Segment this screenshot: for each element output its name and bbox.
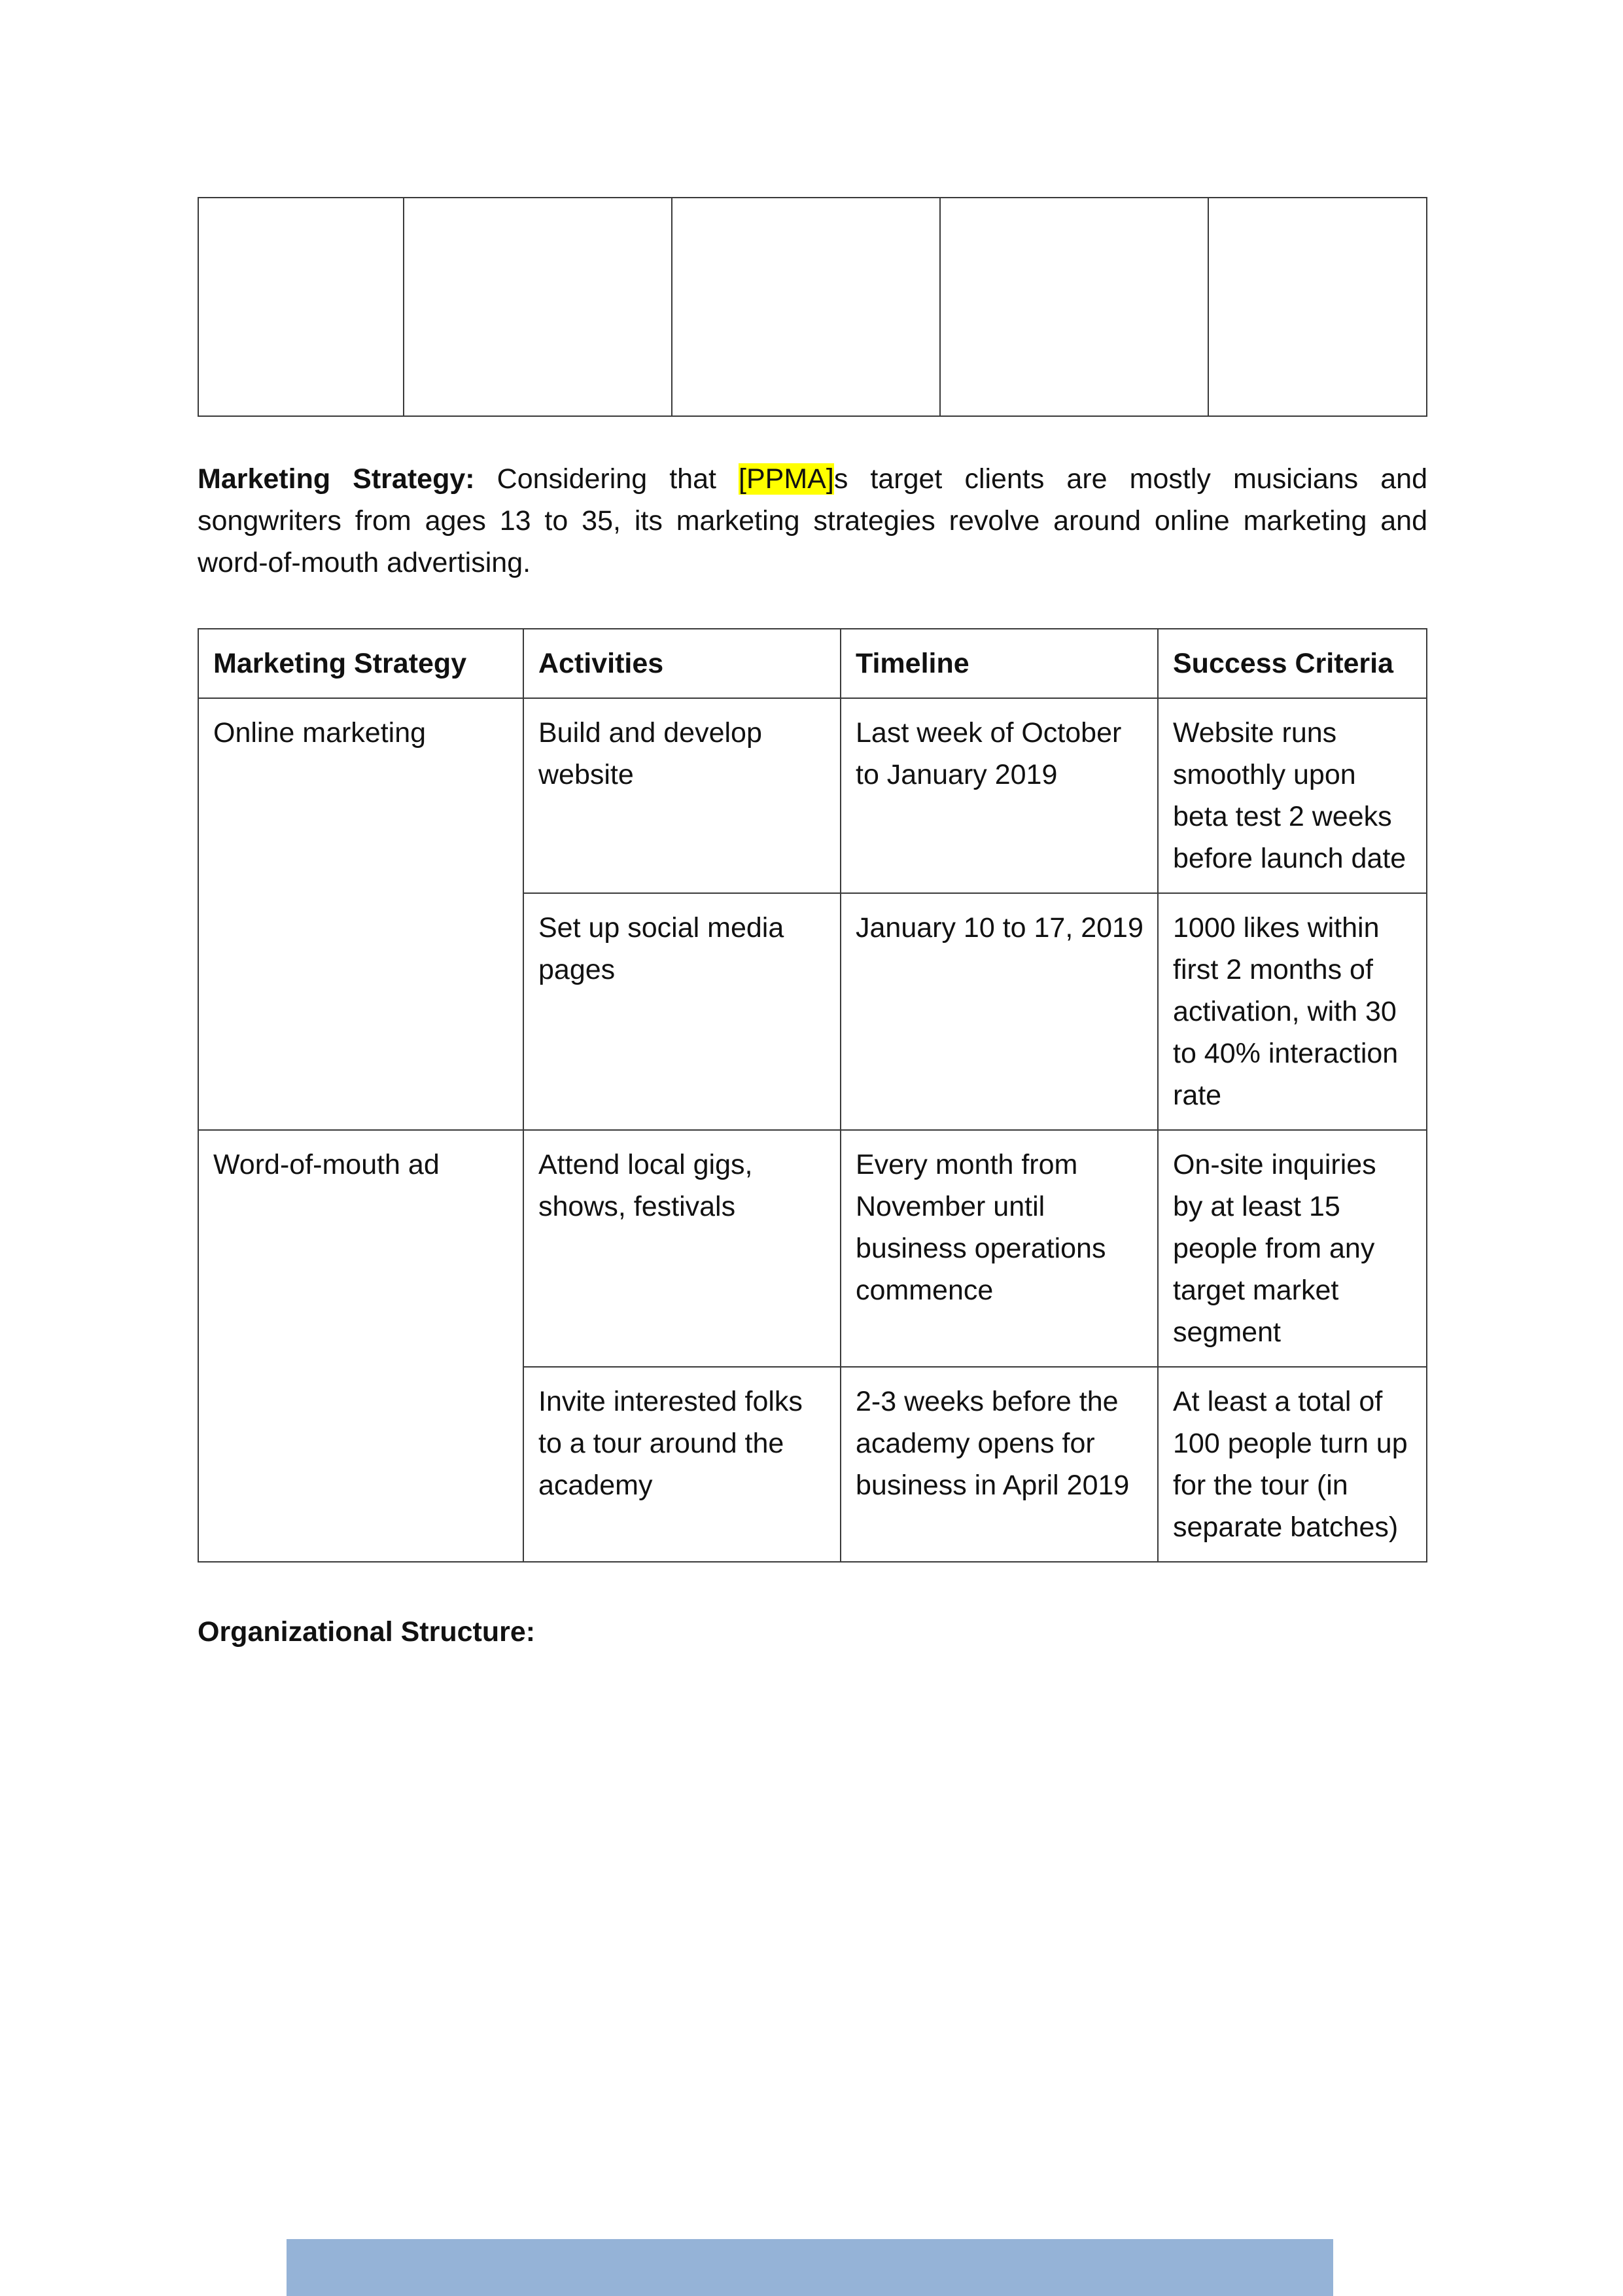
- table-row: [198, 698, 1427, 893]
- marketing-paragraph: [198, 458, 1427, 584]
- empty-cell: [940, 198, 1208, 416]
- activity-cell: Build and develop website: [523, 698, 841, 893]
- empty-cell: [198, 198, 404, 416]
- timeline-cell: 2-3 weeks before the academy opens for business in April 2019: [841, 1367, 1158, 1562]
- header-success-criteria: Success Criteria: [1158, 629, 1427, 698]
- company-name-highlight: [PPMA]: [739, 463, 834, 495]
- marketing-label: Marketing Strategy:: [198, 463, 475, 495]
- footer-bar: [287, 2239, 1333, 2296]
- empty-table-row: [198, 198, 1427, 416]
- header-activities: Activities: [523, 629, 841, 698]
- strategy-cell: Online marketing: [198, 698, 523, 1130]
- table-row: [198, 1130, 1427, 1367]
- activity-cell: Attend local gigs, shows, festivals: [523, 1130, 841, 1367]
- activity-cell: Invite interested folks to a tour around the academy: [523, 1367, 841, 1562]
- marketing-strategy-table: [198, 628, 1427, 1563]
- empty-table: [198, 197, 1427, 417]
- empty-cell: [672, 198, 940, 416]
- criteria-cell: 1000 likes within first 2 months of activation, with 30 to 40% interaction rate: [1158, 893, 1427, 1130]
- organizational-structure-heading: Organizational Structure:: [198, 1616, 536, 1648]
- criteria-cell: On-site inquiries by at least 15 people from any target market segment: [1158, 1130, 1427, 1367]
- criteria-cell: Website runs smoothly upon beta test 2 weeks before launch date: [1158, 698, 1427, 893]
- marketing-text-before: Considering that: [474, 463, 739, 495]
- timeline-cell: Every month from November until business operations commence: [841, 1130, 1158, 1367]
- empty-cell: [1208, 198, 1427, 416]
- criteria-cell: At least a total of 100 people turn up for the tour (in separate batches): [1158, 1367, 1427, 1562]
- header-marketing-strategy: Marketing Strategy: [198, 629, 523, 698]
- table-header-row: [198, 629, 1427, 698]
- header-timeline: Timeline: [841, 629, 1158, 698]
- strategy-cell: Word-of-mouth ad: [198, 1130, 523, 1562]
- marketing-text-after: s target clients are mostly musicians and songwriters from ages 13 to 35, its marketing strategies revolve around online marketing and word-of-mouth advertising.: [198, 463, 1427, 578]
- empty-cell: [404, 198, 672, 416]
- timeline-cell: Last week of October to January 2019: [841, 698, 1158, 893]
- activity-cell: Set up social media pages: [523, 893, 841, 1130]
- timeline-cell: January 10 to 17, 2019: [841, 893, 1158, 1130]
